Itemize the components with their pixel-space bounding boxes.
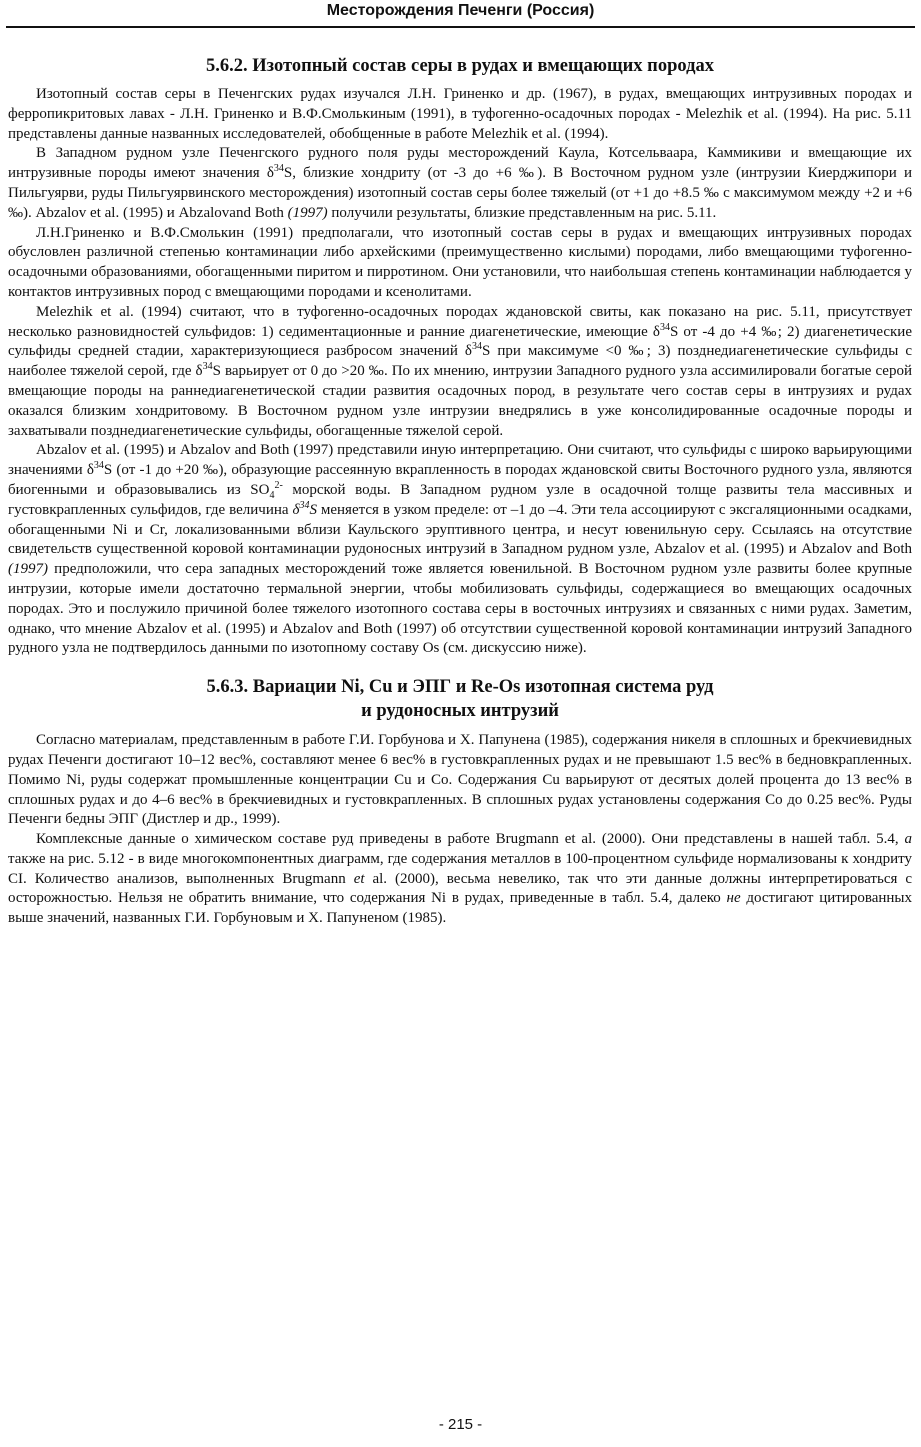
- paragraph: Комплексные данные о химическом составе руд приведены в работе Brugmann et al. (2000). Они представлены в нашей табл. 5.4, а также на рис. 5.12 - в виде многокомпонентных диаграмм, где содержания металлов в 100-процентном сульфиде нормализованы к хондриту CI. Количество анализов, выполненных Brugmann et al. (2000), весьма невелико, так что эти данные должны интерпретироваться с осторожностью. Нельзя не обратить внимание, что содержания Ni в рудах, приведенные в табл. 5.4, далеко не достигают цитированных выше значений, названных Г.И. Горбуновым и Х. Папуненом (1985).: [8, 831, 913, 927]
- paragraph: Л.Н.Гриненко и В.Ф.Смолькин (1991) предполагали, что изотопный состав серы в рудах и вмещающих интрузивных породах обусловлен различной степенью контаминации либо архейскими (преимущественно кислыми) породами, либо вмещающими туфогенно-осадочными образованиями, обогащенными пиритом и пирротином. Они установили, что наибольшая степень контаминации наблюдается у контактов интрузивных пород с вмещающими породами и ксенолитами.: [8, 224, 912, 300]
- running-header: [6, 0, 915, 28]
- page-number: - 215 -: [438, 1416, 483, 1433]
- paragraph: В Западном рудном узле Печенгского рудного поля руды месторождений Каула, Котсельваара, Каммикиви и вмещающие их интрузивные породы имеют значения $\delta^{34}S$, близкие хондриту (от -3 до +6 ‰). В Восточном рудном узле (интрузии Киерджипори и Пильгуярви, руды Пильгуярвинского месторождения) изотопный состав серы более тяжелый (от +1 до +8.5 ‰ с максимумом между +2 и +6 ‰). Abzalov et al. (1995) и Abzalovand Both (1997) получили результаты, близкие представленным на рис. 5.11.: [8, 145, 912, 221]
- section-title-line: и рудоносных интрузий: [361, 701, 559, 722]
- paragraph: Melezhik et al. (1994) считают, что в туфогенно-осадочных породах ждановской свиты, как показано на рис. 5.11, присутствует несколько разновидностей сульфидов: 1) седиментационные и ранние диагенетические, имеющие $\delta^{34}S$ от -4 до +4 ‰; 2) диагенетические сульфиды средней стадии, характеризующиеся разбросом значений $\delta^{34}S$ при максимуме <0 ‰; 3) позднедиагенетические сульфиды с наиболее тяжелой серой, где $\delta^{34}S$ варьирует от 0 до >20 ‰. По их мнению, интрузии Западного рудного узла ассимилировали богатые серой вмещающие породы на раннедиагенетической стадии развития осадочных пород, в результате чего состав серы в интрузиях и рудах оказался близким хондритовому. В Восточном рудном узле интрузии внедрялись в уже консолидированные осадочные породы и захватывали позднедиагенетические сульфиды, обогащенные тяжелой серой.: [8, 303, 913, 439]
- page-content: [8, 54, 912, 929]
- running-header-title: Месторождения Печенги (Россия): [326, 2, 595, 19]
- section-title: 5.6.2. Изотопный состав серы в рудах и вмещающих породах: [206, 56, 714, 76]
- section-title: [8, 675, 912, 723]
- paragraph: Согласно материалам, представленным в работе Г.И. Горбунова и Х. Папунена (1985), содержания никеля в сплошных и брекчиевидных рудах Печенги достигают 10–12 вес%, составляют менее 6 вес% в густовкрапленных рудах и не превышают 1.5 вес% в бедновкрапленных. Помимо Ni, руды содержат промышленные концентрации Cu и Co. Содержания Cu варьируют от десятых долей процента до 13 вес% в сплошных рудах и до 4–6 вес% в брекчиевидных и густовкрапленных. В сплошных рудах установлены содержания Co до 0.25 вес%. Руды Печенги бедны ЭПГ (Дистлер и др., 1999).: [8, 732, 912, 828]
- paragraph: Изотопный состав серы в Печенгских рудах изучался Л.Н. Гриненко и др. (1967), в рудах, вмещающих интрузивных породах и ферропикритовых лавах - Л.Н. Гриненко и В.Ф.Смолькиным (1991), в туфогенно-осадочных породах - Melezhik et al. (1994). На рис. 5.11 представлены данные названных исследователей, обобщенные в работе Melezhik et al. (1994).: [8, 86, 912, 142]
- paragraph: Abzalov et al. (1995) и Abzalov and Both (1997) представили иную интерпретацию. Они считают, что сульфиды с широко варьирующими значениями $\delta^{34}S$ (от -1 до +20 ‰), образующие рассеянную вкрапленность в породах ждановской свиты Восточного рудного узла, являются биогенными и образовывались из $SO_4^{2-}$ морской воды. В Западном рудном узле в осадочной толще развиты тела массивных и густовкрапленных сульфидов, где величина $\delta^{34}S$ меняется в узком пределе: от –1 до –4. Эти тела ассоциируют с эксгаляционными осадками, обогащенными Ni и Cr, локализованными вблизи Каульского эруптивного центра, и несут ювенильную серу. Ссылаясь на отсутствие свидетельств существенной коровой контаминации рудоносных интрузий в Западном рудном узле, Abzalov et al. (1995) и Abzalov and Both (1997) предположили, что сера западных месторождений тоже является ювенильной. В Восточном рудном узле развиты более крупные интрузии, которые имели достаточно термальной энергии, чтобы мобилизовать сульфиды, содержащиеся во вмещающих осадочных породах. Это и послужило причиной более тяжелого изотопного состава серы в восточных интрузиях и связанных с ними рудах. Заметим, однако, что мнение Abzalov et al. (1995) и Abzalov and Both (1997) об отсутствии существенной коровой контаминации интрузий Западного рудного узла не подтвердилось данными по изотопному составу Os (см. дискуссию ниже).: [8, 442, 912, 657]
- section-title-line: 5.6.3. Вариации Ni, Cu и ЭПГ и Re-Os изотопная система руд: [206, 677, 714, 698]
